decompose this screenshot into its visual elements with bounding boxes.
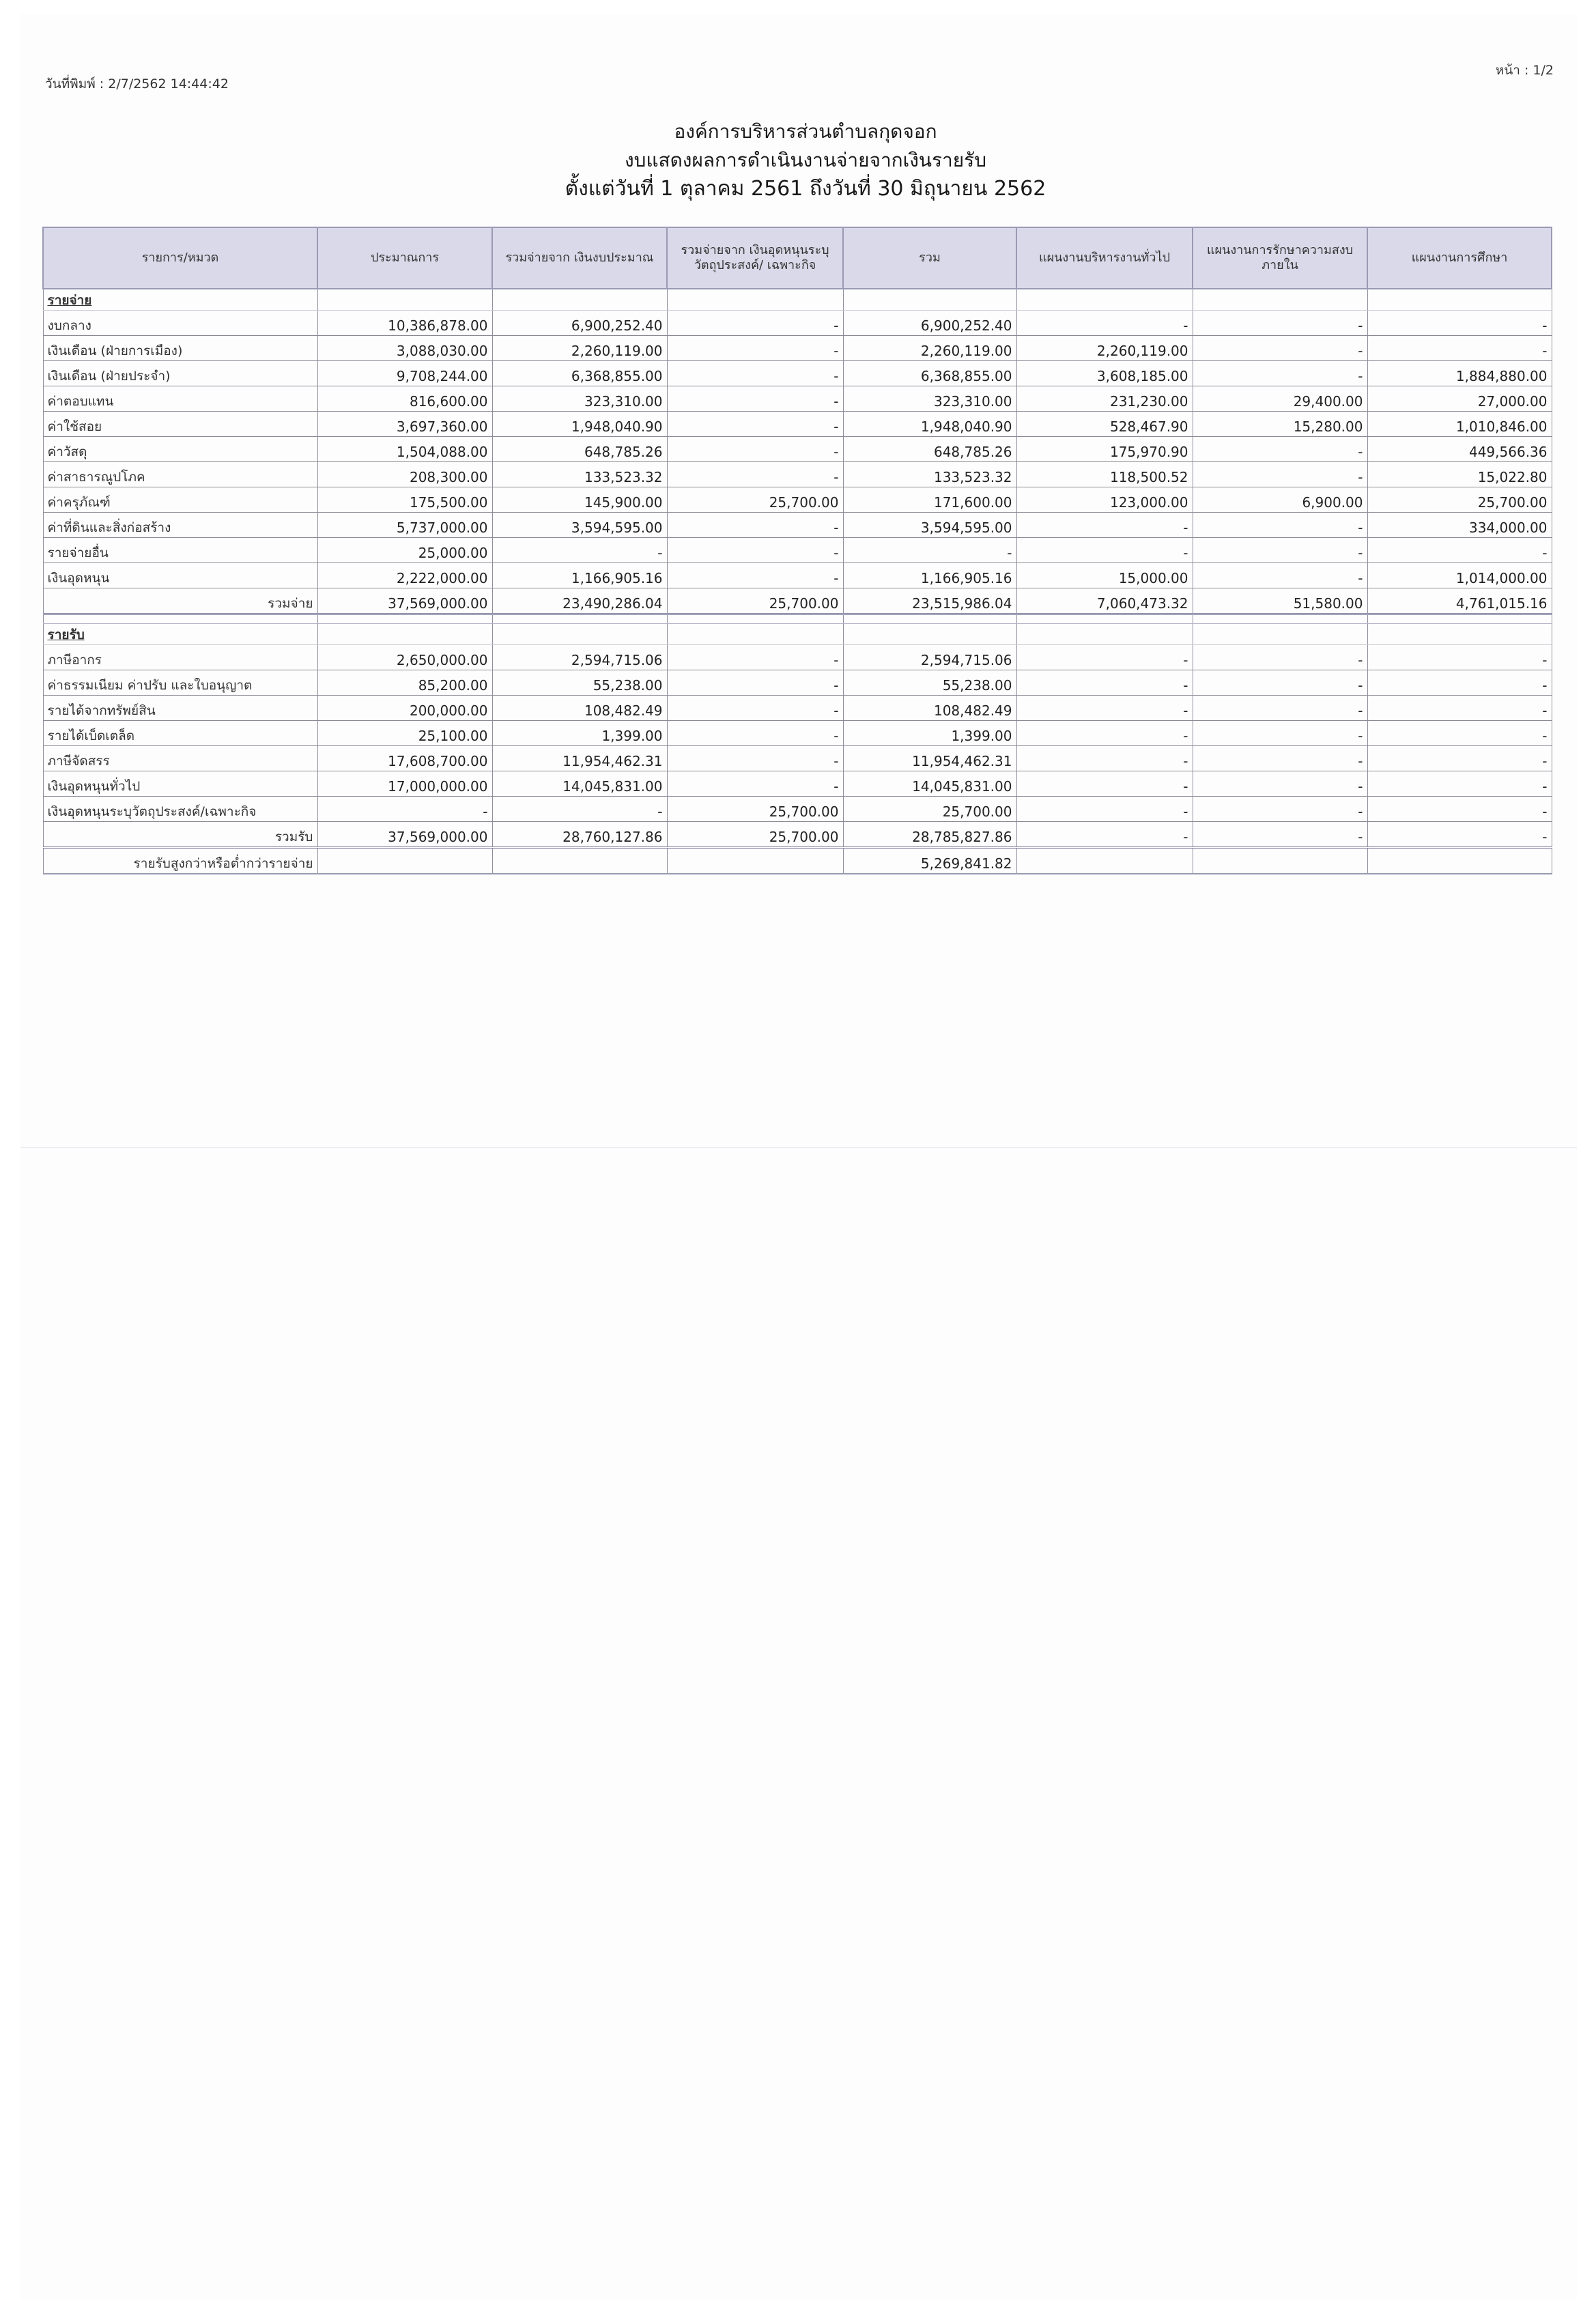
amount-cell: - bbox=[1367, 670, 1552, 696]
amount-cell: 11,954,462.31 bbox=[843, 746, 1016, 771]
amount-cell: 1,504,088.00 bbox=[317, 437, 492, 462]
empty-cell bbox=[1367, 289, 1552, 311]
amount-cell: - bbox=[1367, 822, 1552, 848]
amount-cell: 1,014,000.00 bbox=[1367, 563, 1552, 588]
table-row bbox=[43, 487, 1552, 513]
empty-cell bbox=[1193, 624, 1367, 645]
amount-cell: - bbox=[1016, 311, 1193, 336]
section-heading-row bbox=[43, 289, 1552, 311]
amount-cell: 334,000.00 bbox=[1367, 513, 1552, 538]
empty-cell bbox=[667, 624, 843, 645]
amount-cell: 323,310.00 bbox=[492, 386, 667, 412]
amount-cell: 17,000,000.00 bbox=[317, 771, 492, 797]
amount-cell: 3,594,595.00 bbox=[843, 513, 1016, 538]
table-row bbox=[43, 746, 1552, 771]
amount-cell: 25,700.00 bbox=[667, 487, 843, 513]
amount-cell: 28,785,827.86 bbox=[843, 822, 1016, 848]
table-row bbox=[43, 696, 1552, 721]
amount-cell: - bbox=[1193, 538, 1367, 563]
empty-cell bbox=[667, 614, 843, 624]
column-header: รวมจ่ายจาก เงินอุดหนุนระบุวัตถุประสงค์/ เฉพาะกิจ bbox=[667, 227, 843, 289]
empty-cell bbox=[1367, 614, 1552, 624]
amount-cell: 6,900,252.40 bbox=[492, 311, 667, 336]
amount-cell: - bbox=[667, 696, 843, 721]
row-label: รายจ่ายอื่น bbox=[43, 538, 317, 563]
row-label: เงินอุดหนุน bbox=[43, 563, 317, 588]
column-header: แผนงานการศึกษา bbox=[1367, 227, 1552, 289]
empty-cell bbox=[492, 624, 667, 645]
table-row bbox=[43, 462, 1552, 487]
amount-cell: - bbox=[1367, 771, 1552, 797]
amount-cell: 2,260,119.00 bbox=[1016, 336, 1193, 361]
row-label: ค่าใช้สอย bbox=[43, 412, 317, 437]
report-title: งบแสดงผลการดำเนินงานจ่ายจากเงินรายรับ bbox=[625, 149, 986, 171]
net-result-row bbox=[43, 848, 1552, 874]
report-table bbox=[42, 227, 1552, 874]
amount-cell: - bbox=[667, 538, 843, 563]
amount-cell: 5,737,000.00 bbox=[317, 513, 492, 538]
amount-cell: - bbox=[667, 721, 843, 746]
amount-cell bbox=[667, 848, 843, 874]
empty-cell bbox=[1193, 614, 1367, 624]
amount-cell: - bbox=[1193, 311, 1367, 336]
net-label: รายรับสูงกว่าหรือต่ำกว่ารายจ่าย bbox=[43, 848, 317, 874]
amount-cell: - bbox=[492, 797, 667, 822]
amount-cell: 175,500.00 bbox=[317, 487, 492, 513]
amount-cell: - bbox=[492, 538, 667, 563]
amount-cell: - bbox=[843, 538, 1016, 563]
amount-cell: 23,490,286.04 bbox=[492, 588, 667, 614]
row-label: ค่าธรรมเนียม ค่าปรับ และใบอนุญาต bbox=[43, 670, 317, 696]
amount-cell: 37,569,000.00 bbox=[317, 822, 492, 848]
row-label: เงินเดือน (ฝ่ายประจำ) bbox=[43, 361, 317, 386]
amount-cell: - bbox=[1193, 746, 1367, 771]
amount-cell: 25,100.00 bbox=[317, 721, 492, 746]
amount-cell: 133,523.32 bbox=[843, 462, 1016, 487]
amount-cell: 1,948,040.90 bbox=[843, 412, 1016, 437]
amount-cell: - bbox=[1193, 797, 1367, 822]
amount-cell: - bbox=[1367, 645, 1552, 670]
amount-cell: - bbox=[1016, 538, 1193, 563]
amount-cell: 1,010,846.00 bbox=[1367, 412, 1552, 437]
amount-cell: - bbox=[1193, 721, 1367, 746]
amount-cell: - bbox=[1016, 721, 1193, 746]
amount-cell: - bbox=[1367, 696, 1552, 721]
amount-cell: 37,569,000.00 bbox=[317, 588, 492, 614]
empty-cell bbox=[492, 289, 667, 311]
amount-cell: 171,600.00 bbox=[843, 487, 1016, 513]
amount-cell: - bbox=[1016, 670, 1193, 696]
empty-cell bbox=[1367, 624, 1552, 645]
section-separator bbox=[43, 614, 1552, 624]
amount-cell: 15,280.00 bbox=[1193, 412, 1367, 437]
amount-cell: 14,045,831.00 bbox=[843, 771, 1016, 797]
empty-cell bbox=[843, 289, 1016, 311]
amount-cell: 3,608,185.00 bbox=[1016, 361, 1193, 386]
amount-cell: 208,300.00 bbox=[317, 462, 492, 487]
amount-cell: 17,608,700.00 bbox=[317, 746, 492, 771]
row-label: รายได้เบ็ดเตล็ด bbox=[43, 721, 317, 746]
table-row bbox=[43, 797, 1552, 822]
table-row bbox=[43, 563, 1552, 588]
amount-cell: - bbox=[1016, 797, 1193, 822]
amount-cell: 9,708,244.00 bbox=[317, 361, 492, 386]
amount-cell: - bbox=[667, 386, 843, 412]
empty-cell bbox=[317, 614, 492, 624]
row-label: ค่าตอบแทน bbox=[43, 386, 317, 412]
amount-cell: - bbox=[1193, 670, 1367, 696]
amount-cell: 2,594,715.06 bbox=[843, 645, 1016, 670]
amount-cell: 6,368,855.00 bbox=[492, 361, 667, 386]
amount-cell: 1,399.00 bbox=[492, 721, 667, 746]
amount-cell: 2,260,119.00 bbox=[492, 336, 667, 361]
amount-cell: 648,785.26 bbox=[492, 437, 667, 462]
amount-cell: 14,045,831.00 bbox=[492, 771, 667, 797]
amount-cell: - bbox=[667, 437, 843, 462]
table-row bbox=[43, 670, 1552, 696]
column-header: แผนงานการรักษาความสงบ ภายใน bbox=[1193, 227, 1367, 289]
table-row bbox=[43, 645, 1552, 670]
amount-cell: - bbox=[317, 797, 492, 822]
empty-cell bbox=[843, 624, 1016, 645]
amount-cell: 2,594,715.06 bbox=[492, 645, 667, 670]
amount-cell bbox=[1367, 848, 1552, 874]
amount-cell: 85,200.00 bbox=[317, 670, 492, 696]
report-period: ตั้งแต่วันที่ 1 ตุลาคม 2561 ถึงวันที่ 30 มิถุนายน 2562 bbox=[565, 177, 1046, 201]
amount-cell: - bbox=[1367, 311, 1552, 336]
row-label: งบกลาง bbox=[43, 311, 317, 336]
amount-cell: - bbox=[1367, 746, 1552, 771]
column-header: รวมจ่ายจาก เงินงบประมาณ bbox=[492, 227, 667, 289]
table-body bbox=[43, 289, 1552, 874]
table-row bbox=[43, 412, 1552, 437]
section-heading: รายจ่าย bbox=[43, 289, 317, 311]
report-title-block bbox=[478, 117, 1133, 203]
page-number: หน้า : 1/2 bbox=[1495, 63, 1554, 78]
empty-cell bbox=[43, 614, 317, 624]
amount-cell: 27,000.00 bbox=[1367, 386, 1552, 412]
amount-cell: - bbox=[1193, 645, 1367, 670]
amount-cell: - bbox=[1367, 721, 1552, 746]
empty-cell bbox=[1016, 289, 1193, 311]
amount-cell: 528,467.90 bbox=[1016, 412, 1193, 437]
amount-cell: 1,399.00 bbox=[843, 721, 1016, 746]
amount-cell: 1,948,040.90 bbox=[492, 412, 667, 437]
amount-cell: 28,760,127.86 bbox=[492, 822, 667, 848]
row-label: ค่าวัสดุ bbox=[43, 437, 317, 462]
amount-cell: 2,260,119.00 bbox=[843, 336, 1016, 361]
amount-cell: 25,700.00 bbox=[1367, 487, 1552, 513]
amount-cell: - bbox=[1367, 336, 1552, 361]
amount-cell: 25,700.00 bbox=[843, 797, 1016, 822]
organization-name: องค์การบริหารส่วนตำบลกุดจอก bbox=[674, 120, 937, 143]
empty-cell bbox=[317, 289, 492, 311]
amount-cell: - bbox=[1367, 797, 1552, 822]
amount-cell: - bbox=[1193, 462, 1367, 487]
section-heading: รายรับ bbox=[43, 624, 317, 645]
amount-cell: 10,386,878.00 bbox=[317, 311, 492, 336]
amount-cell: - bbox=[1193, 513, 1367, 538]
amount-cell: 3,697,360.00 bbox=[317, 412, 492, 437]
amount-cell: 108,482.49 bbox=[492, 696, 667, 721]
total-row bbox=[43, 822, 1552, 848]
amount-cell: 25,000.00 bbox=[317, 538, 492, 563]
empty-cell bbox=[317, 624, 492, 645]
table-row bbox=[43, 361, 1552, 386]
row-label: รายได้จากทรัพย์สิน bbox=[43, 696, 317, 721]
amount-cell: - bbox=[667, 412, 843, 437]
amount-cell: 3,594,595.00 bbox=[492, 513, 667, 538]
amount-cell: 449,566.36 bbox=[1367, 437, 1552, 462]
amount-cell: 25,700.00 bbox=[667, 588, 843, 614]
table-row bbox=[43, 386, 1552, 412]
table-row bbox=[43, 437, 1552, 462]
empty-cell bbox=[667, 289, 843, 311]
amount-cell: 175,970.90 bbox=[1016, 437, 1193, 462]
empty-cell bbox=[843, 614, 1016, 624]
amount-cell: 6,900.00 bbox=[1193, 487, 1367, 513]
amount-cell: - bbox=[667, 746, 843, 771]
print-date: วันที่พิมพ์ : 2/7/2562 14:44:42 bbox=[45, 76, 229, 91]
amount-cell: 2,650,000.00 bbox=[317, 645, 492, 670]
amount-cell: 133,523.32 bbox=[492, 462, 667, 487]
amount-cell: 29,400.00 bbox=[1193, 386, 1367, 412]
amount-cell: 11,954,462.31 bbox=[492, 746, 667, 771]
amount-cell: - bbox=[1193, 822, 1367, 848]
amount-cell bbox=[317, 848, 492, 874]
amount-cell: - bbox=[1193, 563, 1367, 588]
amount-cell: - bbox=[667, 361, 843, 386]
table-row bbox=[43, 336, 1552, 361]
amount-cell: 108,482.49 bbox=[843, 696, 1016, 721]
amount-cell: 323,310.00 bbox=[843, 386, 1016, 412]
amount-cell: 6,368,855.00 bbox=[843, 361, 1016, 386]
amount-cell: 15,000.00 bbox=[1016, 563, 1193, 588]
table-row bbox=[43, 721, 1552, 746]
amount-cell: 15,022.80 bbox=[1367, 462, 1552, 487]
amount-cell: 7,060,473.32 bbox=[1016, 588, 1193, 614]
amount-cell: - bbox=[667, 645, 843, 670]
row-label: ค่าสาธารณูปโภค bbox=[43, 462, 317, 487]
amount-cell: 55,238.00 bbox=[492, 670, 667, 696]
amount-cell: 231,230.00 bbox=[1016, 386, 1193, 412]
amount-cell: - bbox=[1193, 771, 1367, 797]
amount-cell: 1,166,905.16 bbox=[843, 563, 1016, 588]
amount-cell: - bbox=[667, 563, 843, 588]
amount-cell: - bbox=[1016, 746, 1193, 771]
column-header: แผนงานบริหารงานทั่วไป bbox=[1016, 227, 1193, 289]
column-header: ประมาณการ bbox=[317, 227, 492, 289]
amount-cell: 55,238.00 bbox=[843, 670, 1016, 696]
amount-cell: - bbox=[667, 336, 843, 361]
empty-cell bbox=[1016, 624, 1193, 645]
amount-cell: 1,166,905.16 bbox=[492, 563, 667, 588]
amount-cell: 123,000.00 bbox=[1016, 487, 1193, 513]
amount-cell bbox=[1193, 848, 1367, 874]
amount-cell: - bbox=[667, 771, 843, 797]
amount-cell: - bbox=[1016, 822, 1193, 848]
section-heading-row bbox=[43, 624, 1552, 645]
amount-cell: - bbox=[1016, 771, 1193, 797]
amount-cell: - bbox=[1016, 645, 1193, 670]
amount-cell: - bbox=[1193, 336, 1367, 361]
amount-cell: - bbox=[1016, 513, 1193, 538]
amount-cell: 1,884,880.00 bbox=[1367, 361, 1552, 386]
column-header: รวม bbox=[843, 227, 1016, 289]
row-label: เงินอุดหนุนทั่วไป bbox=[43, 771, 317, 797]
amount-cell: - bbox=[1193, 361, 1367, 386]
amount-cell: 2,222,000.00 bbox=[317, 563, 492, 588]
table-row bbox=[43, 771, 1552, 797]
table-row bbox=[43, 311, 1552, 336]
amount-cell: 25,700.00 bbox=[667, 797, 843, 822]
total-label: รวมจ่าย bbox=[43, 588, 317, 614]
total-row bbox=[43, 588, 1552, 614]
amount-cell: 4,761,015.16 bbox=[1367, 588, 1552, 614]
row-label: ภาษีจัดสรร bbox=[43, 746, 317, 771]
amount-cell: 816,600.00 bbox=[317, 386, 492, 412]
amount-cell: - bbox=[1193, 696, 1367, 721]
amount-cell: 200,000.00 bbox=[317, 696, 492, 721]
table-row bbox=[43, 513, 1552, 538]
amount-cell: 6,900,252.40 bbox=[843, 311, 1016, 336]
amount-cell: - bbox=[667, 670, 843, 696]
amount-cell: 118,500.52 bbox=[1016, 462, 1193, 487]
total-label: รวมรับ bbox=[43, 822, 317, 848]
empty-cell bbox=[1193, 289, 1367, 311]
empty-cell bbox=[492, 614, 667, 624]
column-header: รายการ/หมวด bbox=[43, 227, 317, 289]
page-fold-line bbox=[20, 1147, 1577, 1148]
amount-cell: 23,515,986.04 bbox=[843, 588, 1016, 614]
row-label: เงินอุดหนุนระบุวัตถุประสงค์/เฉพาะกิจ bbox=[43, 797, 317, 822]
amount-cell: - bbox=[1367, 538, 1552, 563]
row-label: ค่าที่ดินและสิ่งก่อสร้าง bbox=[43, 513, 317, 538]
row-label: เงินเดือน (ฝ่ายการเมือง) bbox=[43, 336, 317, 361]
amount-cell: 51,580.00 bbox=[1193, 588, 1367, 614]
amount-cell: 145,900.00 bbox=[492, 487, 667, 513]
empty-cell bbox=[1016, 614, 1193, 624]
table-row bbox=[43, 538, 1552, 563]
amount-cell: 5,269,841.82 bbox=[843, 848, 1016, 874]
amount-cell bbox=[1016, 848, 1193, 874]
amount-cell: - bbox=[667, 311, 843, 336]
amount-cell: - bbox=[1193, 437, 1367, 462]
amount-cell: - bbox=[667, 513, 843, 538]
amount-cell: - bbox=[1016, 696, 1193, 721]
row-label: ค่าครุภัณฑ์ bbox=[43, 487, 317, 513]
amount-cell: 3,088,030.00 bbox=[317, 336, 492, 361]
amount-cell bbox=[492, 848, 667, 874]
amount-cell: - bbox=[667, 462, 843, 487]
row-label: ภาษีอากร bbox=[43, 645, 317, 670]
amount-cell: 648,785.26 bbox=[843, 437, 1016, 462]
table-header-row bbox=[43, 227, 1552, 289]
amount-cell: 25,700.00 bbox=[667, 822, 843, 848]
